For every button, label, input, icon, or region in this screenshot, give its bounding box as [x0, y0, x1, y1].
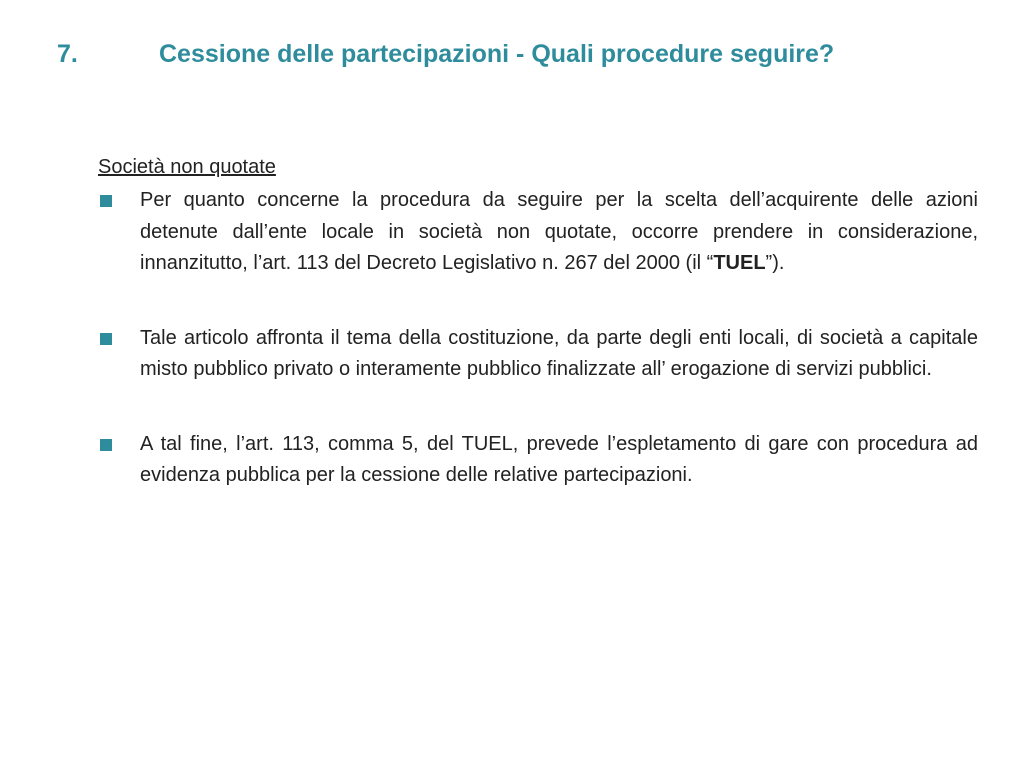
section-heading: Società non quotate [98, 156, 276, 178]
square-bullet-icon [100, 439, 112, 451]
slide-number: 7. [57, 40, 78, 68]
bullet-text-end: ”). [765, 252, 785, 274]
bullet-item [98, 429, 978, 492]
bullet-item [98, 323, 978, 386]
bullet-item [98, 185, 978, 280]
slide-body [98, 152, 978, 492]
slide-title-text: Cessione delle partecipazioni - Quali procedure seguire? [159, 40, 835, 68]
bullet-text: Per quanto concerne la procedura da seguire per la scelta dell’acquirente delle azioni detenute dall’ente locale in società non quotate, occorre prendere in considerazione, innanzitutto, l’art. 113 del Decreto Legislativo n. 267 del 2000 (il “ [140, 189, 978, 274]
square-bullet-icon [100, 195, 112, 207]
bullet-bold-term: TUEL [713, 252, 766, 274]
bullet-text: A tal fine, l’art. 113, comma 5, del TUEL, prevede l’espletamento di gare con procedura ad evidenza pubblica per la cessione delle relative partecipazioni. [140, 432, 978, 486]
square-bullet-icon [100, 333, 112, 345]
bullet-text: Tale articolo affronta il tema della costituzione, da parte degli enti locali, di società a capitale misto pubblico privato o interamente pubblico finalizzate all’ erogazione di servizi pubblici. [140, 326, 978, 380]
slide-title [57, 34, 834, 74]
